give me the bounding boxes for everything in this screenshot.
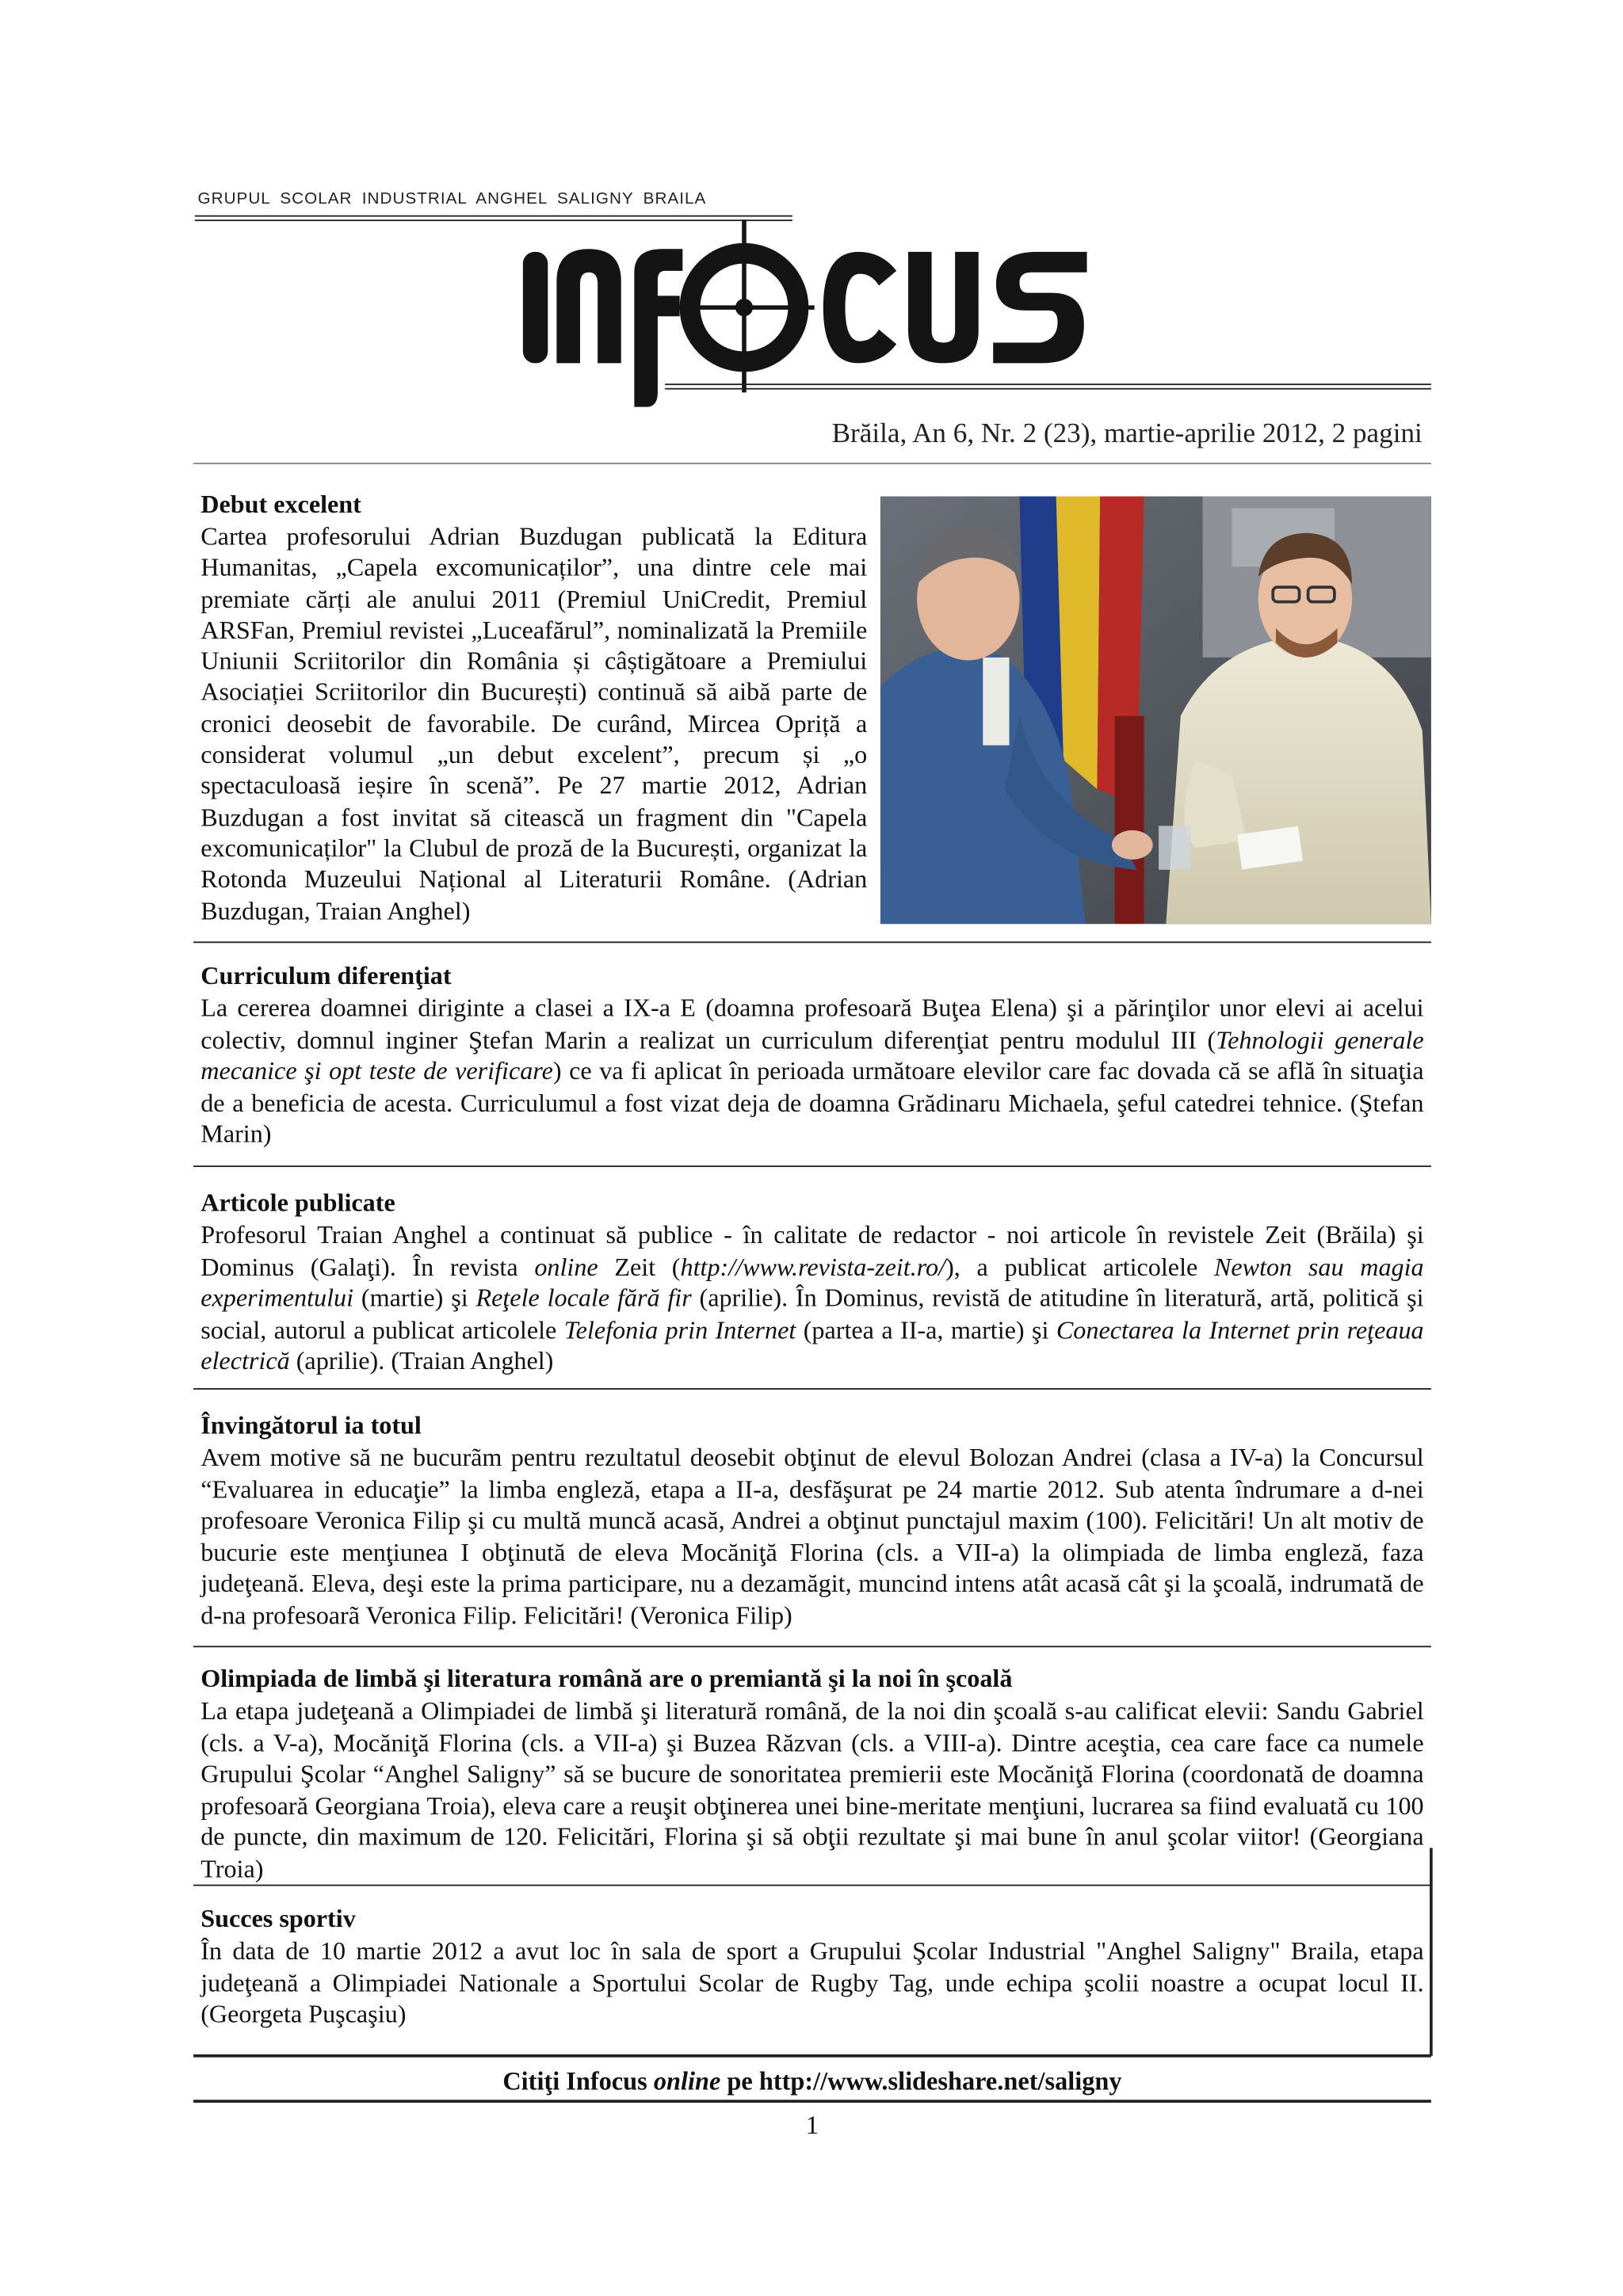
body-italic: Telefonia prin Internet (563, 1314, 796, 1344)
divider (193, 1165, 1431, 1167)
issue-rule (193, 463, 1431, 464)
article-title: Debut excelent (200, 489, 361, 519)
article-body: La etapa judeţeană a Olimpiadei de limbă şi literatură română, de la noi din şcoală s-au calificat elevii: Sandu Gabriel (cls. a V-a), Mocăniţă Florina (cls. a VII-a) şi Buzea Răzvan (cls. a VIII-a). Dintre aceştia, cea care face ca numele Grupului Şcolar “Anghel Saligny” să se bucure de sonoritatea premierii este Mocăniţă Florina (coordonată de doamna profesoară Georgiana Troia), eleva care a reuşit obţinerea unei bine-meritate menţiuni, lucrarea sa fiind evaluată cu 100 de puncte, din maximum de 120. Felicitări, Florina şi să obţii rezultate şi mai bune în anul şcolar viitor! (Georgiana Troia) (200, 1695, 1424, 1882)
divider (193, 1885, 1431, 1886)
divider (193, 1646, 1431, 1647)
body-italic: Reţele locale fără fir (475, 1283, 692, 1312)
body-text: ), a publicat articolele (945, 1251, 1214, 1281)
article-invingatorul (200, 1409, 1423, 1631)
footer-url[interactable]: pe http://www.slideshare.net/saligny (720, 2065, 1122, 2096)
article-body (200, 1220, 1423, 1378)
body-text: ) ce va fi aplicat în perioada următoare elevilor care fac dovada că se află în situaţia de a beneficia de acesta. Curriculumul a fost vizat deja de doamna Grădinaru Michaela, şeful catedrei tehnice. (Ştefan Marin) (200, 1055, 1424, 1148)
article-succes-sportiv (200, 1902, 1423, 2031)
body-text: Zeit ( (598, 1251, 681, 1281)
article-body: În data de 10 martie 2012 a avut loc în sala de sport a Grupului Şcolar Industrial "Anghel Saligny" Braila, etapa judeţeană a Olimpiadei Nationale a Sportului Scolar de Rugby Tag, unde echipa şcolii noastre a ocupat locul II. (Georgeta Puşcaşiu) (200, 1936, 1424, 2028)
article-body: Avem motive să ne bucurãm pentru rezultatul deosebit obţinut de elevul Bolozan Andrei (clasa a IV-a) la Concursul “Evaluarea in educaţie” la limba engleză, etapa a II-a, desfăşurat pe 24 martie 2012. Sub atenta îndrumare a d-nei profesoare Veronica Filip şi cu multă muncă acasă, Andrei a obţinut punctajul maxim (100). Felicitări! Un alt motiv de bucurie este menţiunea I obţinută de eleva Mocăniţă Florina (cls. a VII-a) la olimpiada de limba engleză, faza judeţeană. Eleva, deşi este la prima participare, nu a dezamăgit, muncind intens atât acasă cât şi la şcoală, indrumată de d-na profesoarã Veronica Filip. Felicitări! (Veronica Filip) (200, 1442, 1424, 1630)
article-title: Curriculum diferenţiat (200, 960, 452, 990)
article-curriculum (200, 959, 1423, 1150)
photo-illustration (880, 497, 1431, 925)
infocus-logo (513, 219, 1128, 407)
body-text: (aprilie). (Traian Anghel) (289, 1345, 554, 1375)
footer-text: Citiţi Infocus (502, 2065, 654, 2096)
article-olimpiada (200, 1662, 1423, 1885)
article-title: Articole publicate (200, 1187, 395, 1217)
body-italic: Tehnologii generale mecanice şi opt teste de verificare (200, 1024, 1424, 1085)
header-rule-right-2 (665, 388, 1431, 390)
footer-italic: online (653, 2065, 721, 2096)
body-text: (aprilie). În Dominus, revistă de atitudine în literatură, artă, politică şi social, autorul a publicat articolele (200, 1283, 1424, 1344)
article-body: Cartea profesorului Adrian Buzdugan publicată la Editura Humanitas, „Capela excomunicaților”, una dintre cele mai premiate cărți ale anului 2011 (Premiul UniCredit, Premiul ARSFan, Premiul revistei „Luceafărul”, nominalizată la Premiile Uniunii Scriitorilor din România și câștigătoare a Premiului Asociației Scriitorilor din București) continuă să aibă parte de cronici deosebit de favorabile. De curând, Mircea Opriță a considerat volumul „un debut excelent”, precum și „o spectaculoasă ieșire în scenă”. Pe 27 martie 2012, Adrian Buzdugan a fost invitat să citească un fragment din "Capela excomunicaților" la Clubul de proză de la București, organizat la Rotonda Muzeului Național al Literaturii Române. (Adrian Buzdugan, Traian Anghel) (200, 521, 868, 925)
body-text: Profesorul Traian Anghel a continuat să publice - în calitate de redactor - noi articole în revistele Zeit (Brăila) şi Dominus (Galaţi). În revista (200, 1219, 1424, 1281)
box-right-edge (1430, 1848, 1433, 2055)
header-rule-right (665, 383, 1431, 385)
footer-link-text (193, 2066, 1431, 2097)
header-rule-left (195, 215, 792, 217)
divider (193, 941, 1431, 943)
issue-info: Brăila, An 6, Nr. 2 (23), martie-aprilie 2012, 2 pagini (831, 418, 1423, 450)
body-text: La cererea doamnei diriginte a clasei a IX-a E (doamna profesoară Buţea Elena) şi a părinţilor unor elevi ai acelui colectiv, domnul inginer Ştefan Marin a realizat un curriculum diferenţiat pentru modulul III ( (200, 993, 1424, 1054)
school-name: GRUPUL SCOLAR INDUSTRIAL ANGHEL SALIGNY BRAILA (197, 190, 707, 208)
body-italic: online (534, 1251, 598, 1281)
article-title: Succes sportiv (200, 1903, 356, 1933)
body-italic: Newton sau magia experimentului (200, 1251, 1424, 1312)
footer-rule-bottom (193, 2100, 1431, 2103)
award-photo (880, 497, 1431, 925)
body-text: (partea a II-a, martie) şi (796, 1314, 1056, 1344)
article-title: Olimpiada de limbă şi literatura română are o premiantă şi la noi în şcoală (200, 1663, 1013, 1693)
article-body (200, 993, 1423, 1150)
divider (193, 1388, 1431, 1390)
page-number: 1 (805, 2110, 819, 2140)
body-italic: Conectarea la Internet prin reţeaua electrică (200, 1314, 1424, 1375)
article-title: Învingătorul ia totul (200, 1409, 422, 1440)
article-articole-publicate (200, 1186, 1423, 1377)
footer-rule-top (193, 2054, 1431, 2058)
body-text: (martie) şi (353, 1283, 476, 1312)
body-italic: http://www.revista-zeit.ro/ (680, 1251, 946, 1281)
article-debut-excelent (200, 487, 867, 926)
